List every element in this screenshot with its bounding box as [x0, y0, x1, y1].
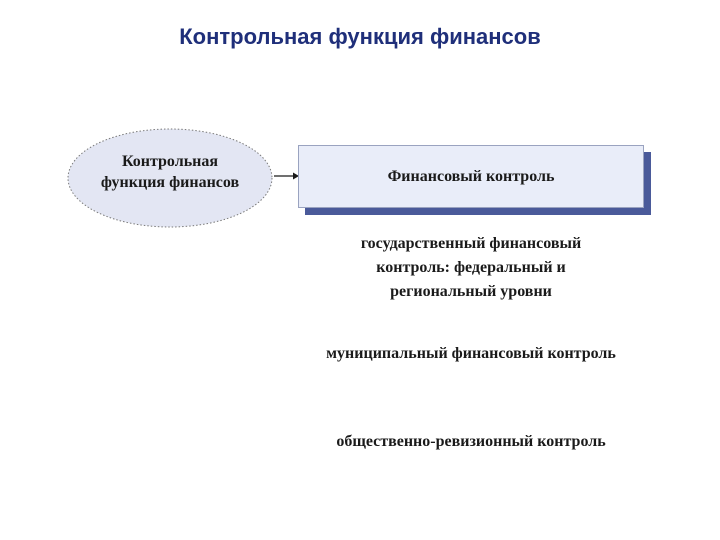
public-audit-control-item: общественно-ревизионный контроль	[336, 433, 606, 450]
financial-control-label: Финансовый контроль	[387, 167, 555, 185]
state-control-line-2: контроль: федеральный и	[376, 259, 566, 276]
ellipse-label-line-1: Контрольная	[121, 153, 219, 170]
state-control-line-1: государственный финансовый	[360, 235, 582, 252]
control-function-ellipse	[66, 127, 274, 229]
financial-control-box	[298, 145, 644, 208]
slide-title: Контрольная функция финансов	[179, 24, 541, 49]
connector-arrow	[274, 170, 300, 182]
ellipse-label	[66, 151, 274, 193]
state-control-line-3: региональный уровни	[390, 283, 552, 300]
municipal-financial-control-item: муниципальный финансовый контроль	[326, 345, 616, 362]
ellipse-label-line-2: функция финансов	[100, 174, 240, 191]
state-financial-control-item	[298, 232, 644, 304]
